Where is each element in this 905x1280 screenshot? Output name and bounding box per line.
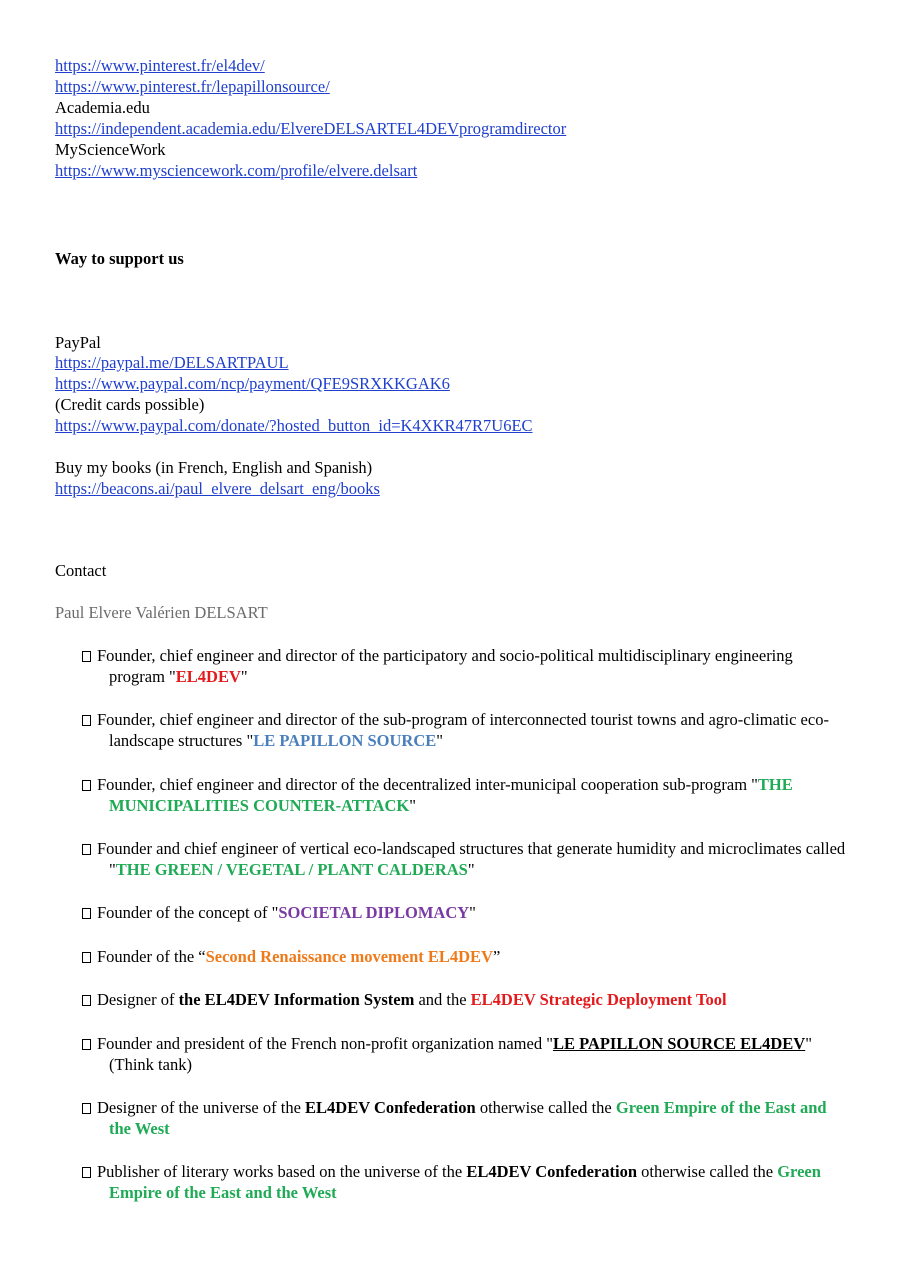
checkbox-bullet-icon [82,952,91,963]
mysciencework-label: MyScienceWork [55,140,166,159]
list-item: Founder, chief engineer and director of the participatory and socio-political multidisciplinary engineering program "EL4DEV" [82,645,852,687]
pinterest-lepapillonsource-link[interactable]: https://www.pinterest.fr/lepapillonsource/ [55,77,330,96]
mysciencework-link[interactable]: https://www.mysciencework.com/profile/elvere.delsart [55,161,418,180]
academia-label: Academia.edu [55,98,150,117]
checkbox-bullet-icon [82,908,91,919]
checkbox-bullet-icon [82,651,91,662]
checkbox-bullet-icon [82,715,91,726]
paypal-payment-link[interactable]: https://www.paypal.com/ncp/payment/QFE9SRXKKGAK6 [55,374,450,393]
list-item: Designer of the EL4DEV Information System and the EL4DEV Strategic Deployment Tool [82,989,852,1010]
checkbox-bullet-icon [82,995,91,1006]
academia-link[interactable]: https://independent.academia.edu/ElvereDELSARTEL4DEVprogramdirector [55,119,567,138]
books-label: Buy my books (in French, English and Spanish) [55,458,373,477]
checkbox-bullet-icon [82,1039,91,1050]
list-item: Founder of the “Second Renaissance movement EL4DEV” [82,946,852,967]
contact-name: Paul Elvere Valérien DELSART [55,603,268,622]
paypal-me-link[interactable]: https://paypal.me/DELSARTPAUL [55,353,289,372]
list-item: Founder and chief engineer of vertical eco-landscaped structures that generate humidity and microclimates called "THE GREEN / VEGETAL / PLANT CALDERAS" [82,838,852,880]
books-link[interactable]: https://beacons.ai/paul_elvere_delsart_eng/books [55,479,380,498]
checkbox-bullet-icon [82,780,91,791]
list-item: Founder, chief engineer and director of the decentralized inter-municipal cooperation sub-program "THE MUNICIPALITIES COUNTER-ATTACK" [82,774,852,816]
checkbox-bullet-icon [82,1103,91,1114]
pinterest-el4dev-link[interactable]: https://www.pinterest.fr/el4dev/ [55,56,265,75]
list-item: Founder and president of the French non-profit organization named "LE PAPILLON SOURCE EL4DEV" (Think tank) [82,1033,852,1075]
list-item: Publisher of literary works based on the universe of the EL4DEV Confederation otherwise called the Green Empire of the East and the West [82,1161,852,1203]
paypal-label: PayPal [55,333,101,352]
checkbox-bullet-icon [82,1167,91,1178]
paypal-donate-link[interactable]: https://www.paypal.com/donate/?hosted_button_id=K4XKR47R7U6EC [55,416,533,435]
checkbox-bullet-icon [82,844,91,855]
list-item: Founder, chief engineer and director of the sub-program of interconnected tourist towns and agro-climatic eco-landscape structures "LE PAPILLON SOURCE" [82,709,852,751]
credit-cards-note: (Credit cards possible) [55,395,205,414]
contact-heading: Contact [55,561,107,580]
list-item: Founder of the concept of "SOCIETAL DIPLOMACY" [82,902,852,923]
list-item: Designer of the universe of the EL4DEV Confederation otherwise called the Green Empire of the East and the West [82,1097,852,1139]
support-heading: Way to support us [55,249,184,268]
